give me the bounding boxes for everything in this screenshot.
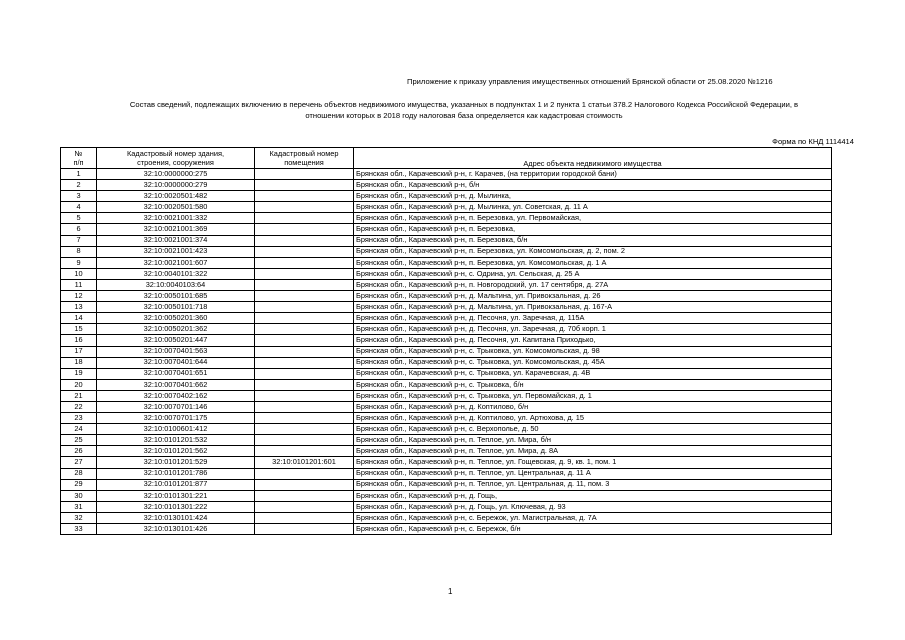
- building-cadastral-number: 32:10:0070701:175: [97, 413, 255, 424]
- table-row: [61, 335, 832, 346]
- column-header-text: №: [74, 149, 83, 158]
- building-cadastral-number: 32:10:0070401:651: [97, 368, 255, 379]
- property-address: Брянская обл., Карачевский р-н, п. Березовка,: [354, 224, 832, 235]
- row-number: 15: [61, 324, 97, 335]
- row-number: 2: [61, 180, 97, 191]
- table-row: [61, 191, 832, 202]
- row-number: 29: [61, 479, 97, 490]
- property-address: Брянская обл., Карачевский р-н, д. Песочня, ул. Заречная, д. 115А: [354, 313, 832, 324]
- premises-cadastral-number: [255, 235, 354, 246]
- property-address: Брянская обл., Карачевский р-н, б/н: [354, 180, 832, 191]
- row-number: 17: [61, 346, 97, 357]
- premises-cadastral-number: [255, 468, 354, 479]
- row-number: 31: [61, 501, 97, 512]
- premises-cadastral-number: [255, 324, 354, 335]
- building-cadastral-number: 32:10:0040101:322: [97, 268, 255, 279]
- property-address: Брянская обл., Карачевский р-н, п. Теплое, ул. Центральная, д. 11 А: [354, 468, 832, 479]
- column-header-text: помещения: [284, 158, 324, 167]
- column-header-address: [354, 148, 832, 169]
- table-row: [61, 490, 832, 501]
- document-title-line-2: отношении которых в 2018 году налоговая база определяется как кадастровая стоимость: [305, 111, 623, 120]
- building-cadastral-number: 32:10:0000000:275: [97, 169, 255, 180]
- table-row: [61, 524, 832, 535]
- building-cadastral-number: 32:10:0040103:64: [97, 279, 255, 290]
- table-row: [61, 468, 832, 479]
- property-address: Брянская обл., Карачевский р-н, п. Теплое, ул. Мира, б/н: [354, 435, 832, 446]
- row-number: 27: [61, 457, 97, 468]
- table-row: [61, 512, 832, 523]
- table-row: [61, 324, 832, 335]
- premises-cadastral-number: [255, 313, 354, 324]
- table-row: [61, 235, 832, 246]
- row-number: 5: [61, 213, 97, 224]
- row-number: 9: [61, 257, 97, 268]
- column-header-text: Кадастровый номер здания,: [126, 149, 225, 158]
- table-row: [61, 390, 832, 401]
- property-address: Брянская обл., Карачевский р-н, п. Теплое, ул. Мира, д. 8А: [354, 446, 832, 457]
- building-cadastral-number: 32:10:0070402:162: [97, 390, 255, 401]
- property-address: Брянская обл., Карачевский р-н, с. Бережок, б/н: [354, 524, 832, 535]
- property-address: Брянская обл., Карачевский р-н, д. Мальтина, ул. Привокзальная, д. 26: [354, 291, 832, 302]
- building-cadastral-number: 32:10:0101201:529: [97, 457, 255, 468]
- table-row: [61, 302, 832, 313]
- building-cadastral-number: 32:10:0020501:580: [97, 202, 255, 213]
- premises-cadastral-number: [255, 335, 354, 346]
- building-cadastral-number: 32:10:0130101:424: [97, 512, 255, 523]
- property-address: Брянская обл., Карачевский р-н, с. Трыковка, б/н: [354, 379, 832, 390]
- building-cadastral-number: 32:10:0070401:563: [97, 346, 255, 357]
- table-row: [61, 169, 832, 180]
- property-address: Брянская обл., Карачевский р-н, п. Березовка, б/н: [354, 235, 832, 246]
- premises-cadastral-number: [255, 357, 354, 368]
- table-row: [61, 213, 832, 224]
- row-number: 6: [61, 224, 97, 235]
- building-cadastral-number: 32:10:0050101:685: [97, 291, 255, 302]
- building-cadastral-number: 32:10:0070401:662: [97, 379, 255, 390]
- building-cadastral-number: 32:10:0101301:222: [97, 501, 255, 512]
- building-cadastral-number: 32:10:0021001:423: [97, 246, 255, 257]
- table-row: [61, 457, 832, 468]
- table-row: [61, 357, 832, 368]
- premises-cadastral-number: [255, 413, 354, 424]
- premises-cadastral-number: [255, 213, 354, 224]
- premises-cadastral-number: [255, 224, 354, 235]
- row-number: 20: [61, 379, 97, 390]
- row-number: 26: [61, 446, 97, 457]
- table-row: [61, 246, 832, 257]
- row-number: 7: [61, 235, 97, 246]
- property-address: Брянская обл., Карачевский р-н, с. Трыковка, ул. Карачевская, д. 4В: [354, 368, 832, 379]
- property-address: Брянская обл., Карачевский р-н, с. Трыковка, ул. Первомайская, д. 1: [354, 390, 832, 401]
- premises-cadastral-number: 32:10:0101201:601: [255, 457, 354, 468]
- building-cadastral-number: 32:10:0020501:482: [97, 191, 255, 202]
- building-cadastral-number: 32:10:0101201:562: [97, 446, 255, 457]
- row-number: 16: [61, 335, 97, 346]
- premises-cadastral-number: [255, 424, 354, 435]
- appendix-note: Приложение к приказу управления имущественных отношений Брянской области от 25.08.2020 №1216: [407, 77, 773, 86]
- column-header-text: Кадастровый номер: [269, 149, 339, 158]
- property-address: Брянская обл., Карачевский р-н, п. Березовка, ул. Комсомольская, д. 1 А: [354, 257, 832, 268]
- building-cadastral-number: 32:10:0101201:877: [97, 479, 255, 490]
- row-number: 18: [61, 357, 97, 368]
- row-number: 14: [61, 313, 97, 324]
- row-number: 4: [61, 202, 97, 213]
- premises-cadastral-number: [255, 169, 354, 180]
- table-row: [61, 379, 832, 390]
- premises-cadastral-number: [255, 279, 354, 290]
- row-number: 28: [61, 468, 97, 479]
- row-number: 24: [61, 424, 97, 435]
- row-number: 8: [61, 246, 97, 257]
- table-row: [61, 346, 832, 357]
- table-row: [61, 291, 832, 302]
- premises-cadastral-number: [255, 512, 354, 523]
- table-row: [61, 401, 832, 412]
- premises-cadastral-number: [255, 524, 354, 535]
- property-address: Брянская обл., Карачевский р-н, с. Трыковка, ул. Комсомольская, д. 98: [354, 346, 832, 357]
- premises-cadastral-number: [255, 368, 354, 379]
- building-cadastral-number: 32:10:0050201:447: [97, 335, 255, 346]
- building-cadastral-number: 32:10:0050201:360: [97, 313, 255, 324]
- building-cadastral-number: 32:10:0100601:412: [97, 424, 255, 435]
- row-number: 32: [61, 512, 97, 523]
- property-address: Брянская обл., Карачевский р-н, д. Гощь,: [354, 490, 832, 501]
- building-cadastral-number: 32:10:0021001:607: [97, 257, 255, 268]
- table-row: [61, 501, 832, 512]
- premises-cadastral-number: [255, 302, 354, 313]
- row-number: 22: [61, 401, 97, 412]
- property-address: Брянская обл., Карачевский р-н, с. Трыковка, ул. Комсомольская, д. 45А: [354, 357, 832, 368]
- column-header-number: [61, 148, 97, 169]
- property-address: Брянская обл., Карачевский р-н, д. Песочня, ул. Капитана Приходько,: [354, 335, 832, 346]
- page-number: 1: [448, 587, 453, 596]
- table-row: [61, 224, 832, 235]
- building-cadastral-number: 32:10:0050101:718: [97, 302, 255, 313]
- property-address: Брянская обл., Карачевский р-н, д. Мылинка, ул. Советская, д. 11 А: [354, 202, 832, 213]
- premises-cadastral-number: [255, 379, 354, 390]
- column-header-text: Адрес объекта недвижимого имущества: [523, 159, 662, 168]
- table-row: [61, 257, 832, 268]
- building-cadastral-number: 32:10:0070701:146: [97, 401, 255, 412]
- row-number: 33: [61, 524, 97, 535]
- property-address: Брянская обл., Карачевский р-н, с. Верхополье, д. 50: [354, 424, 832, 435]
- row-number: 21: [61, 390, 97, 401]
- property-address: Брянская обл., Карачевский р-н, с. Бережок, ул. Магистральная, д. 7А: [354, 512, 832, 523]
- property-address: Брянская обл., Карачевский р-н, п. Новгородский, ул. 17 сентября, д. 27А: [354, 279, 832, 290]
- building-cadastral-number: 32:10:0101201:786: [97, 468, 255, 479]
- premises-cadastral-number: [255, 401, 354, 412]
- building-cadastral-number: 32:10:0050201:362: [97, 324, 255, 335]
- table-row: [61, 413, 832, 424]
- row-number: 1: [61, 169, 97, 180]
- table-row: [61, 202, 832, 213]
- property-address: Брянская обл., Карачевский р-н, п. Березовка, ул. Первомайская,: [354, 213, 832, 224]
- premises-cadastral-number: [255, 346, 354, 357]
- premises-cadastral-number: [255, 257, 354, 268]
- premises-cadastral-number: [255, 479, 354, 490]
- property-table: [60, 147, 832, 535]
- property-address: Брянская обл., Карачевский р-н, п. Теплое, ул. Центральная, д. 11, пом. 3: [354, 479, 832, 490]
- premises-cadastral-number: [255, 446, 354, 457]
- table-row: [61, 279, 832, 290]
- premises-cadastral-number: [255, 435, 354, 446]
- property-address: Брянская обл., Карачевский р-н, п. Березовка, ул. Комсомольская, д. 2, пом. 2: [354, 246, 832, 257]
- table-row: [61, 180, 832, 191]
- row-number: 13: [61, 302, 97, 313]
- table-body: [61, 169, 832, 535]
- table-row: [61, 435, 832, 446]
- column-header-building-cadastral: [97, 148, 255, 169]
- premises-cadastral-number: [255, 180, 354, 191]
- premises-cadastral-number: [255, 501, 354, 512]
- property-address: Брянская обл., Карачевский р-н, д. Гощь, ул. Ключевая, д. 93: [354, 501, 832, 512]
- row-number: 25: [61, 435, 97, 446]
- property-address: Брянская обл., Карачевский р-н, г. Карачев, (на территории городской бани): [354, 169, 832, 180]
- table-row: [61, 368, 832, 379]
- table-row: [61, 446, 832, 457]
- building-cadastral-number: 32:10:0130101:426: [97, 524, 255, 535]
- building-cadastral-number: 32:10:0070401:644: [97, 357, 255, 368]
- column-header-premises-cadastral: [255, 148, 354, 169]
- row-number: 10: [61, 268, 97, 279]
- row-number: 3: [61, 191, 97, 202]
- property-address: Брянская обл., Карачевский р-н, д. Мылинка,: [354, 191, 832, 202]
- row-number: 30: [61, 490, 97, 501]
- table-row: [61, 268, 832, 279]
- premises-cadastral-number: [255, 490, 354, 501]
- property-address: Брянская обл., Карачевский р-н, д. Песочня, ул. Заречная, д. 70б корп. 1: [354, 324, 832, 335]
- table-row: [61, 313, 832, 324]
- form-number: Форма по КНД 1114414: [772, 137, 854, 146]
- premises-cadastral-number: [255, 191, 354, 202]
- property-address: Брянская обл., Карачевский р-н, п. Теплое, ул. Гощевская, д. 9, кв. 1, пом. 1: [354, 457, 832, 468]
- building-cadastral-number: 32:10:0021001:369: [97, 224, 255, 235]
- table-row: [61, 424, 832, 435]
- building-cadastral-number: 32:10:0021001:374: [97, 235, 255, 246]
- premises-cadastral-number: [255, 291, 354, 302]
- row-number: 23: [61, 413, 97, 424]
- premises-cadastral-number: [255, 246, 354, 257]
- premises-cadastral-number: [255, 390, 354, 401]
- column-header-text: п/п: [73, 158, 84, 167]
- property-address: Брянская обл., Карачевский р-н, д. Коптилово, б/н: [354, 401, 832, 412]
- table-row: [61, 479, 832, 490]
- building-cadastral-number: 32:10:0101201:532: [97, 435, 255, 446]
- table-header-row: [61, 148, 832, 169]
- building-cadastral-number: 32:10:0021001:332: [97, 213, 255, 224]
- row-number: 12: [61, 291, 97, 302]
- document-title-line-1: Состав сведений, подлежащих включению в перечень объектов недвижимого имущества, указанных в подпунктах 1 и 2 пункта 1 статьи 378.2 Налогового Кодекса Российской Федерации, в: [129, 100, 799, 109]
- premises-cadastral-number: [255, 268, 354, 279]
- building-cadastral-number: 32:10:0000000:279: [97, 180, 255, 191]
- column-header-text: строения, сооружения: [137, 158, 214, 167]
- property-address: Брянская обл., Карачевский р-н, с. Одрина, ул. Сельская, д. 25 А: [354, 268, 832, 279]
- property-address: Брянская обл., Карачевский р-н, д. Коптилово, ул. Артюхова, д. 15: [354, 413, 832, 424]
- building-cadastral-number: 32:10:0101301:221: [97, 490, 255, 501]
- row-number: 11: [61, 279, 97, 290]
- row-number: 19: [61, 368, 97, 379]
- property-address: Брянская обл., Карачевский р-н, д. Мальтина, ул. Привокзальная, д. 167-А: [354, 302, 832, 313]
- premises-cadastral-number: [255, 202, 354, 213]
